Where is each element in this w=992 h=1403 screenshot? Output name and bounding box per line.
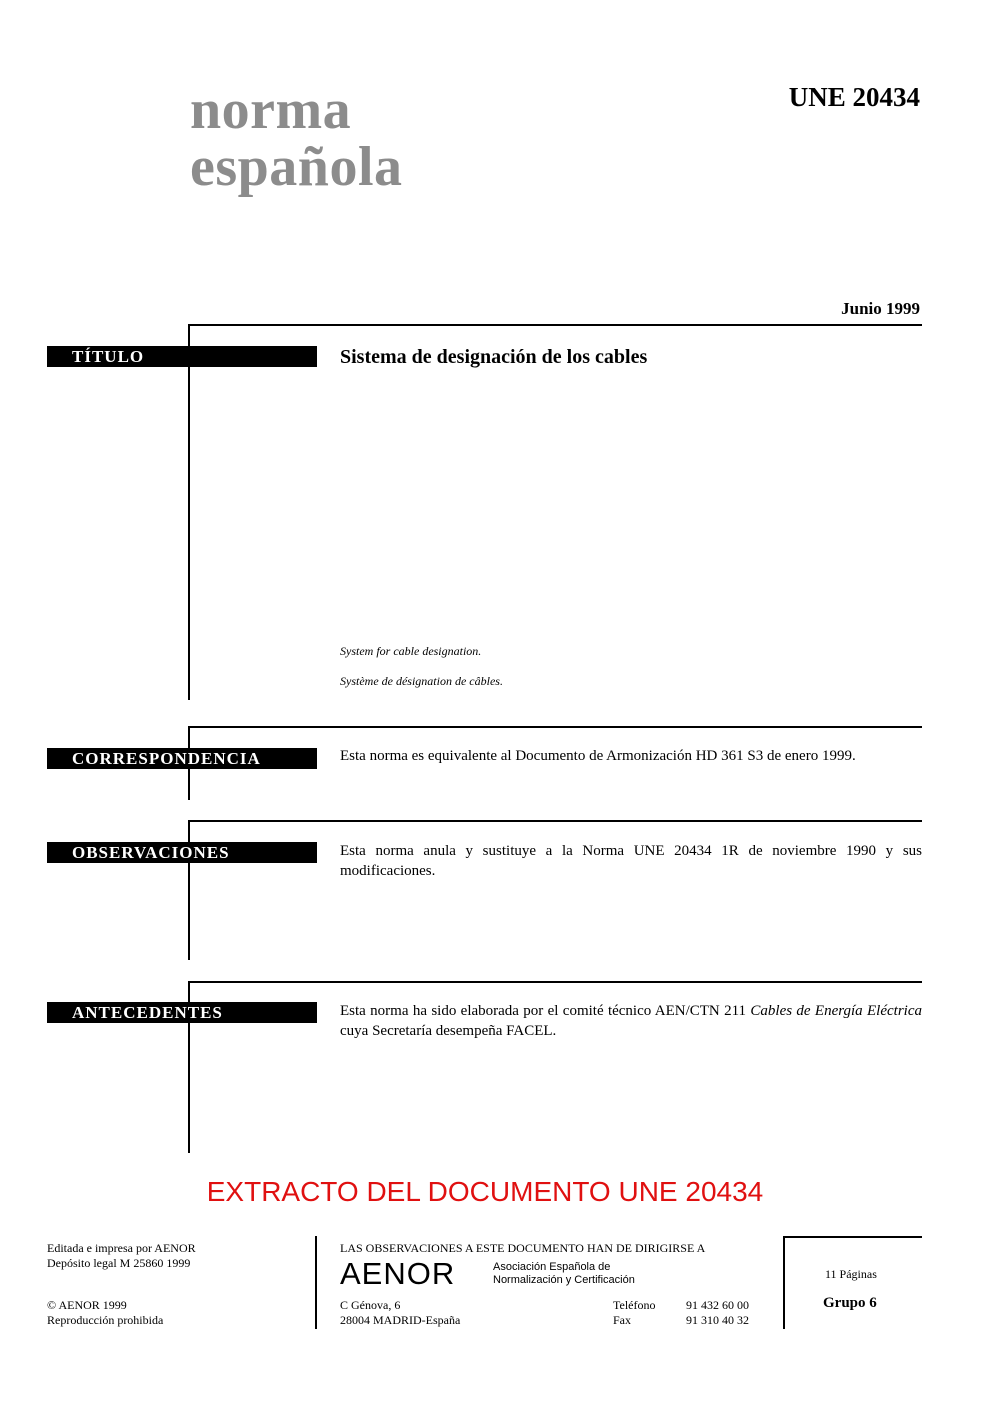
observaciones-text: Esta norma anula y sustituye a la Norma UNE 20434 1R de noviembre 1990 y sus modificaciones. [340, 843, 922, 879]
pages-box-rule [783, 1236, 922, 1238]
assoc-line-2: Normalización y Certificación [493, 1274, 635, 1286]
footer-city: 28004 MADRID-España [340, 1313, 461, 1327]
brand-title [190, 79, 403, 198]
section-rule [188, 324, 922, 326]
observaciones-label: OBSERVACIONES [47, 842, 317, 863]
section-rule [188, 820, 922, 822]
correspondencia-label: CORRESPONDENCIA [47, 748, 317, 769]
price-group: Grupo 6 [823, 1295, 877, 1311]
section-rule [188, 981, 922, 983]
standard-code: UNE 20434 [788, 82, 920, 112]
antecedentes-text [340, 1001, 922, 1041]
committee-name: Cables de Energía Eléctrica [750, 1003, 922, 1019]
telefono-label: Teléfono [613, 1298, 656, 1312]
antecedentes-text-end: cuya Secretaría desempeña FACEL. [340, 1023, 557, 1039]
section-rule [188, 726, 922, 728]
correspondencia-text: Esta norma es equivalente al Documento de Armonización HD 361 S3 de enero 1999. [340, 748, 856, 764]
document-title: Sistema de designación de los cables [340, 346, 648, 368]
publication-date: Junio 1999 [841, 299, 920, 318]
fax-number: 91 310 40 32 [686, 1313, 749, 1327]
antecedentes-label: ANTECEDENTES [47, 1002, 317, 1023]
footer-edited: Editada e impresa por AENOR [47, 1241, 196, 1255]
fax-label: Fax [613, 1313, 631, 1327]
titulo-label: TÍTULO [47, 346, 317, 367]
brand-line-2: española [190, 136, 403, 198]
brand-line-1: norma [190, 79, 352, 141]
footer-deposito: Depósito legal M 25860 1999 [47, 1256, 191, 1270]
section-rule-vertical [188, 324, 190, 700]
page-count: 11 Páginas [825, 1267, 877, 1281]
assoc-line-1: Asociación Española de [493, 1261, 611, 1273]
title-english: System for cable designation. [340, 644, 482, 658]
aenor-logo: AENOR [340, 1256, 456, 1291]
footer-observaciones-header: LAS OBSERVACIONES A ESTE DOCUMENTO HAN DE DIRIGIRSE A [340, 1241, 706, 1255]
extract-watermark: EXTRACTO DEL DOCUMENTO UNE 20434 [206, 1176, 764, 1207]
footer-divider [315, 1236, 317, 1329]
telefono-number: 91 432 60 00 [686, 1298, 749, 1312]
pages-box-rule-vertical [783, 1236, 785, 1329]
footer-reproduccion: Reproducción prohibida [47, 1313, 164, 1327]
section-rule-vertical [188, 820, 190, 960]
footer-copyright: © AENOR 1999 [47, 1298, 127, 1312]
antecedentes-text-start: Esta norma ha sido elaborada por el comité técnico AEN/CTN 211 [340, 1003, 751, 1019]
footer-street: C Génova, 6 [340, 1298, 401, 1312]
aenor-association [493, 1261, 635, 1287]
title-french: Système de désignation de câbles. [340, 674, 503, 688]
